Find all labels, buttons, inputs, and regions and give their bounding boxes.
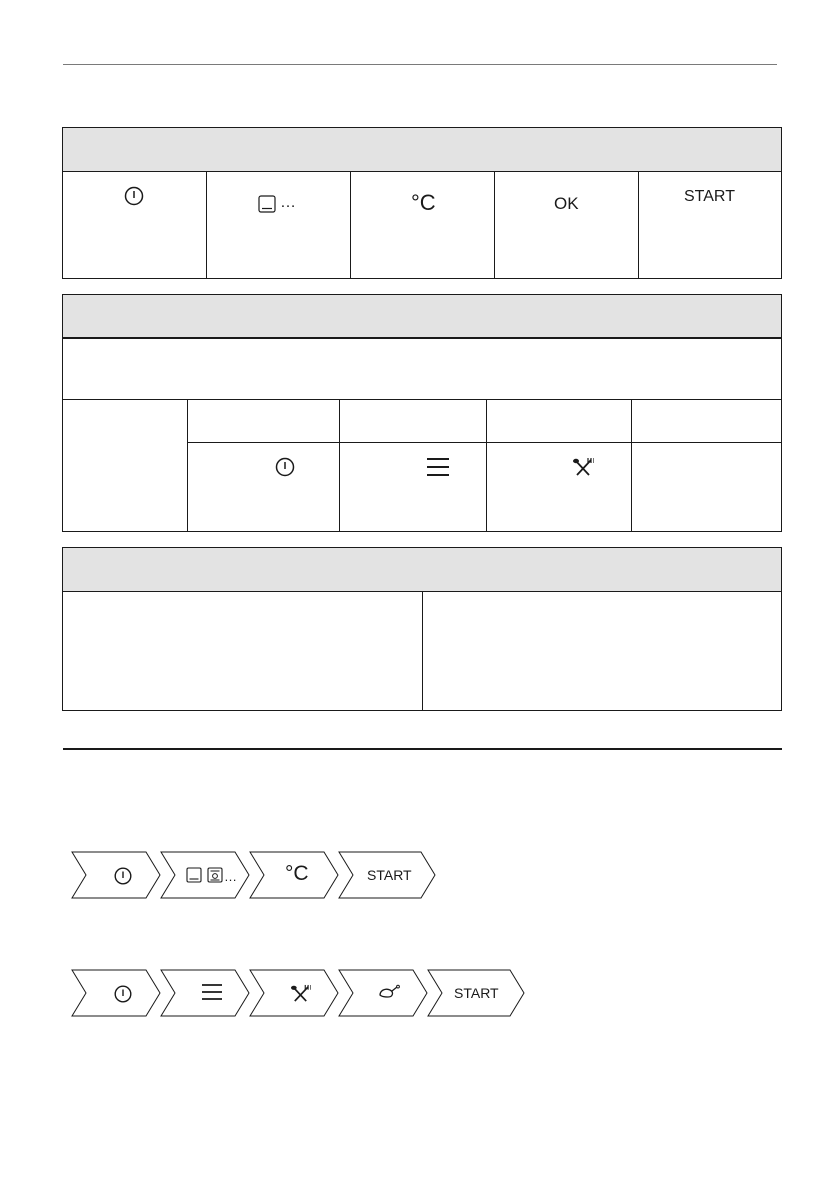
ellipsis-text: …: [224, 869, 237, 884]
start-icon: START: [367, 867, 412, 883]
temperature-icon: °C: [285, 862, 309, 885]
flow-step-oven-functions: [159, 851, 251, 899]
power-icon: [113, 866, 133, 886]
temperature-icon: °C: [411, 190, 436, 215]
flow-step-start: [426, 969, 526, 1017]
info-table-header: [63, 548, 781, 592]
flow-step-assisted-cooking: [248, 969, 340, 1017]
power-icon: [123, 185, 145, 207]
fan-heating-icon: [207, 867, 223, 883]
controls-table-header: [63, 128, 781, 172]
flow-step-power: [70, 851, 162, 899]
dish-icon: [377, 984, 401, 1002]
menu-icon: [201, 983, 223, 1001]
flow-2: [70, 969, 530, 1019]
oven-function-cell: [258, 194, 308, 216]
flow-step-start: [337, 851, 437, 899]
oven-function-icon: [186, 867, 202, 883]
info-table: [62, 547, 782, 711]
flow-step-power: [70, 969, 162, 1017]
ellipsis-text: …: [280, 194, 296, 211]
power-icon: [274, 456, 296, 478]
flow-step-menu: [159, 969, 251, 1017]
flow-1: [70, 851, 440, 901]
start-icon: START: [454, 985, 499, 1001]
assisted-cooking-icon: [572, 457, 594, 477]
oven-function-icon: [258, 195, 276, 213]
menu-table-header: [63, 295, 781, 339]
menu-table: [62, 294, 782, 532]
controls-table: [62, 127, 782, 279]
flow-step-dish: [337, 969, 429, 1017]
ok-icon: OK: [554, 194, 579, 213]
flow-step-temperature: [248, 851, 340, 899]
menu-icon: [426, 457, 450, 477]
top-rule: [63, 64, 777, 65]
section-rule: [63, 748, 782, 750]
power-icon: [113, 984, 133, 1004]
assisted-cooking-icon: [290, 984, 311, 1003]
start-icon: START: [684, 188, 735, 205]
